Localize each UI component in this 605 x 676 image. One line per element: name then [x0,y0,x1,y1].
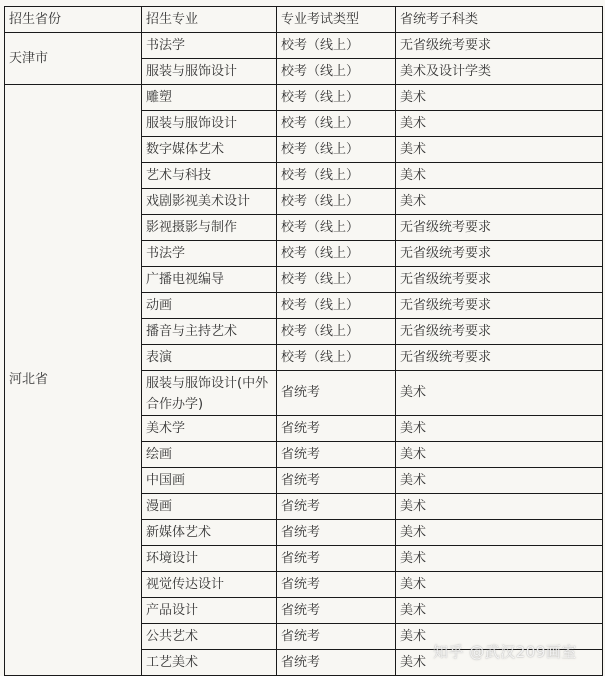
exam-type-cell: 校考（线上） [277,137,396,163]
province-cell-tianjin: 天津市 [5,33,142,85]
major-cell: 影视摄影与制作 [142,215,277,241]
exam-type-cell: 校考（线上） [277,293,396,319]
exam-type-cell: 校考（线上） [277,163,396,189]
subject-cell: 美术 [396,494,603,520]
major-cell: 新媒体艺术 [142,520,277,546]
subject-cell: 无省级统考要求 [396,345,603,371]
subject-cell: 美术 [396,416,603,442]
major-cell: 环境设计 [142,546,277,572]
header-subject: 省统考子科类 [396,7,603,33]
major-cell: 戏剧影视美术设计 [142,189,277,215]
exam-type-cell: 校考（线上） [277,59,396,85]
exam-type-cell: 省统考 [277,520,396,546]
exam-type-cell: 省统考 [277,650,396,676]
exam-type-cell: 校考（线上） [277,215,396,241]
subject-cell: 美术 [396,468,603,494]
subject-cell: 无省级统考要求 [396,215,603,241]
major-cell: 服装与服饰设计 [142,111,277,137]
subject-cell: 美术 [396,137,603,163]
exam-type-cell: 校考（线上） [277,241,396,267]
exam-type-cell: 校考（线上） [277,85,396,111]
major-cell: 广播电视编导 [142,267,277,293]
watermark-text: 知乎 @武汉209画室 [433,643,577,661]
exam-type-cell: 校考（线上） [277,267,396,293]
subject-cell: 美术 [396,624,603,650]
exam-type-cell: 省统考 [277,416,396,442]
subject-cell: 美术 [396,442,603,468]
subject-cell: 无省级统考要求 [396,241,603,267]
subject-cell: 无省级统考要求 [396,267,603,293]
major-cell: 书法学 [142,33,277,59]
exam-type-cell: 校考（线上） [277,189,396,215]
major-cell: 书法学 [142,241,277,267]
major-cell: 视觉传达设计 [142,572,277,598]
major-cell: 产品设计 [142,598,277,624]
exam-type-cell: 校考（线上） [277,345,396,371]
header-exam-type: 专业考试类型 [277,7,396,33]
major-cell: 公共艺术 [142,624,277,650]
major-cell: 漫画 [142,494,277,520]
table-row [5,85,603,111]
header-province: 招生省份 [5,7,142,33]
subject-cell: 无省级统考要求 [396,33,603,59]
exam-type-cell: 省统考 [277,598,396,624]
major-cell: 工艺美术 [142,650,277,676]
major-cell: 表演 [142,345,277,371]
major-cell: 服装与服饰设计 [142,59,277,85]
major-cell: 服装与服饰设计(中外合作办学) [142,371,277,416]
major-cell: 美术学 [142,416,277,442]
table-row [5,33,603,59]
subject-cell: 美术 [396,371,603,416]
subject-cell: 美术及设计学类 [396,59,603,85]
major-cell: 艺术与科技 [142,163,277,189]
exam-type-cell: 校考（线上） [277,319,396,345]
exam-type-cell: 省统考 [277,494,396,520]
major-cell: 绘画 [142,442,277,468]
table-header-row [5,7,603,33]
exam-type-cell: 省统考 [277,624,396,650]
major-cell: 雕塑 [142,85,277,111]
exam-type-cell: 校考（线上） [277,111,396,137]
exam-type-cell: 省统考 [277,468,396,494]
subject-cell: 美术 [396,650,603,676]
admissions-table [4,6,603,676]
exam-type-cell: 校考（线上） [277,33,396,59]
major-cell: 动画 [142,293,277,319]
subject-cell: 美术 [396,85,603,111]
major-cell: 数字媒体艺术 [142,137,277,163]
header-major: 招生专业 [142,7,277,33]
subject-cell: 美术 [396,189,603,215]
subject-cell: 无省级统考要求 [396,319,603,345]
subject-cell: 美术 [396,598,603,624]
exam-type-cell: 省统考 [277,371,396,416]
subject-cell: 无省级统考要求 [396,293,603,319]
subject-cell: 美术 [396,572,603,598]
major-cell: 播音与主持艺术 [142,319,277,345]
province-cell-hebei: 河北省 [5,85,142,676]
subject-cell: 美术 [396,546,603,572]
exam-type-cell: 省统考 [277,572,396,598]
subject-cell: 美术 [396,163,603,189]
subject-cell: 美术 [396,520,603,546]
major-cell: 中国画 [142,468,277,494]
exam-type-cell: 省统考 [277,442,396,468]
exam-type-cell: 省统考 [277,546,396,572]
subject-cell: 美术 [396,111,603,137]
